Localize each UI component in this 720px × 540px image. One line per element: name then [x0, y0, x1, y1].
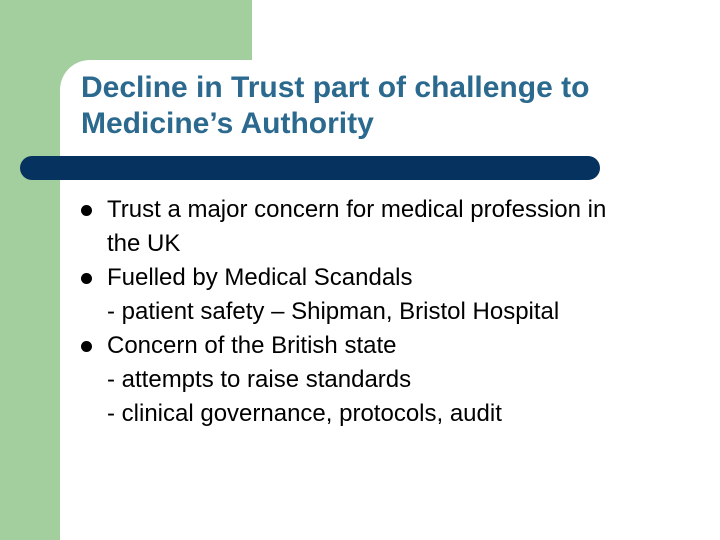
bullet-text-line: the UK	[107, 230, 181, 257]
bullet-item-scandals	[80, 261, 710, 329]
bullet-text-line: Fuelled by Medical Scandals	[107, 264, 413, 291]
bullet-subtext-line: - attempts to raise standards	[107, 366, 412, 393]
decorative-green-left-band	[0, 0, 60, 540]
bullet-text-line: Concern of the British state	[107, 332, 397, 359]
bullet-item-trust	[80, 193, 710, 261]
bullet-dot-icon	[81, 205, 92, 216]
bullet-text-line: Trust a major concern for medical profession in	[107, 196, 607, 223]
slide-title	[81, 70, 711, 142]
bullet-subtext-line: - patient safety – Shipman, Bristol Hospital	[107, 298, 560, 325]
title-line: Decline in Trust part of challenge to	[81, 71, 590, 104]
title-line: Medicine’s Authority	[81, 107, 374, 140]
bullet-list	[80, 193, 710, 431]
bullet-subtext-line: - clinical governance, protocols, audit	[107, 400, 502, 427]
bullet-dot-icon	[81, 341, 92, 352]
bullet-dot-icon	[81, 273, 92, 284]
bullet-item-british-state	[80, 329, 710, 431]
title-divider-bar	[20, 156, 600, 180]
